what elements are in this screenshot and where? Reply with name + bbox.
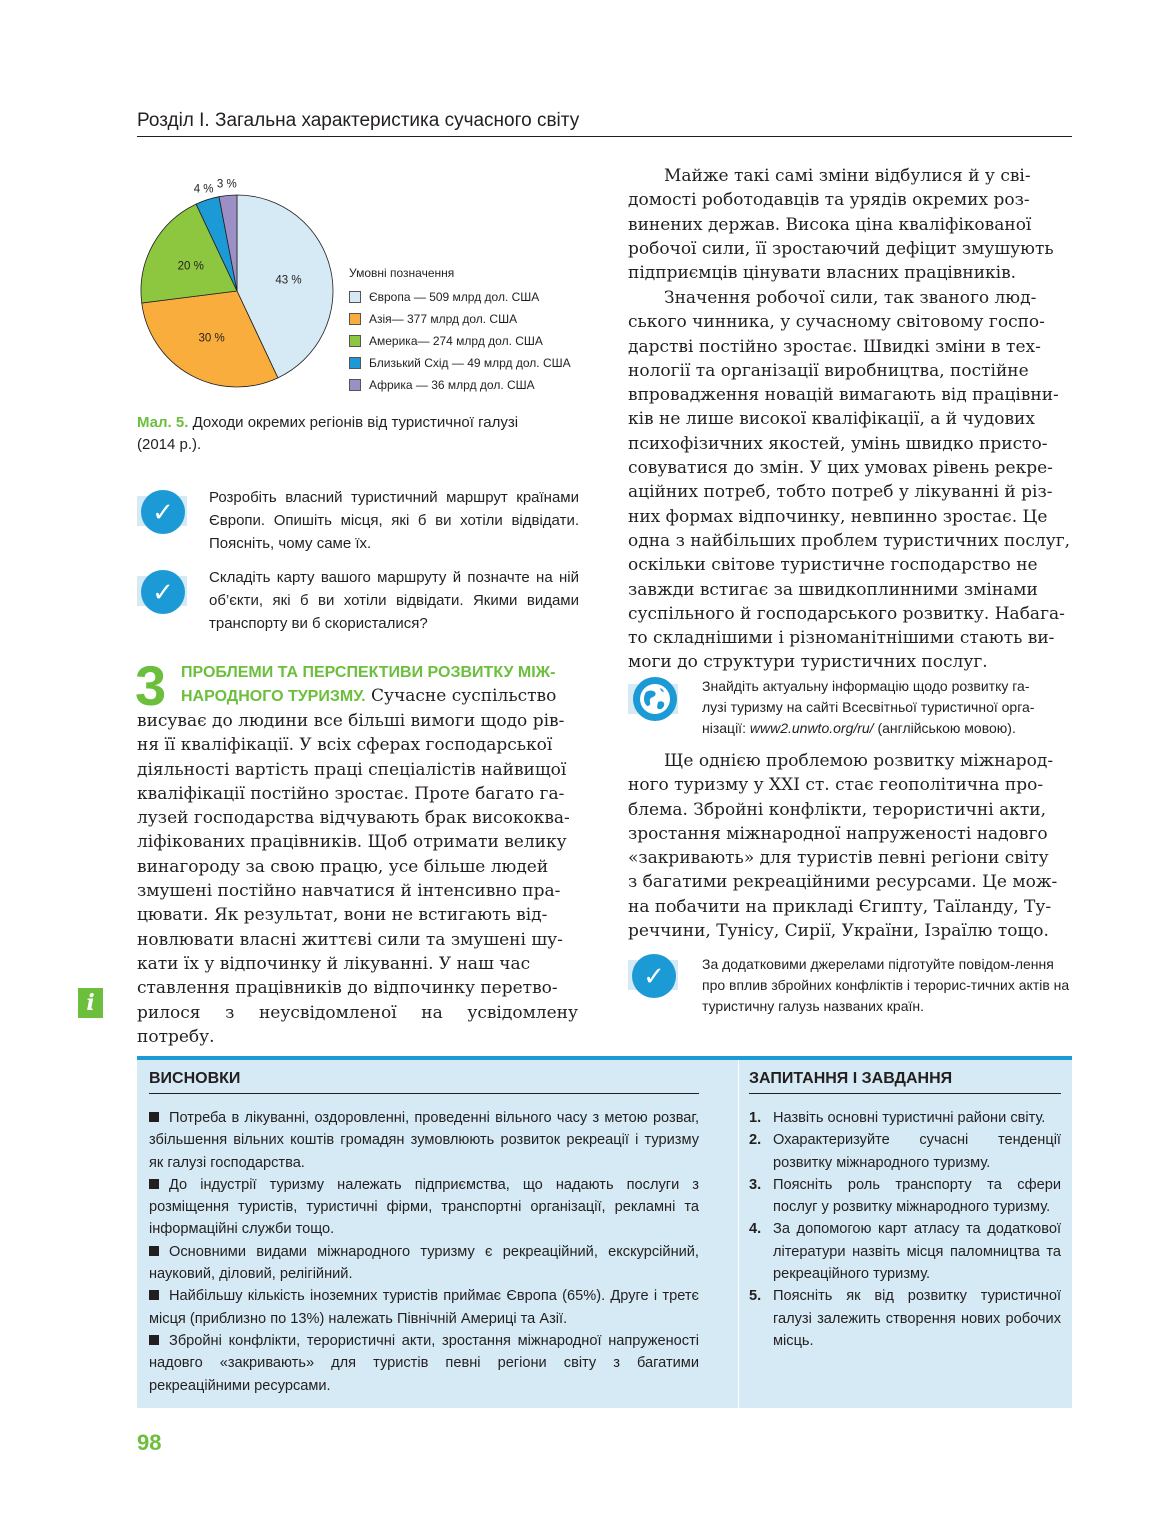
paragraph-line: робочої сили, її зростаючий дефіцит змушують bbox=[628, 238, 1054, 259]
section-line: рилося з неусвідомленої на усвідомлену потребу. bbox=[137, 1002, 578, 1047]
paragraph-line: блема. Збройні конфлікти, терористичні акти, bbox=[628, 799, 1046, 820]
question-number: 2. bbox=[749, 1132, 762, 1149]
square-bullet-icon bbox=[149, 1179, 159, 1189]
paragraph-line: реччини, Тунісу, Сирії, України, Ізраїлю тощо. bbox=[628, 921, 1049, 942]
web-task-line: Знайдіть актуальну інформацію щодо розвитку га- bbox=[702, 678, 1030, 694]
question-item bbox=[749, 1129, 1061, 1174]
right-paragraph-3 bbox=[628, 749, 1072, 943]
pie-label-africa: 3 % bbox=[216, 178, 237, 191]
task-icon-wrap bbox=[628, 676, 682, 722]
question-item bbox=[749, 1107, 1061, 1129]
web-task-line: лузі туризму на сайті Всесвітньої туристичної орга- bbox=[702, 699, 1035, 715]
paragraph-line: підприємців цінувати власних працівників. bbox=[628, 263, 1017, 284]
task-report-text bbox=[702, 954, 1072, 1017]
box-divider bbox=[738, 1060, 739, 1408]
right-paragraph-2 bbox=[628, 286, 1072, 675]
income-pie-chart bbox=[137, 176, 337, 396]
pie-label-asia: 30 % bbox=[198, 332, 225, 345]
section-line: ліфікованих працівників. Щоб отримати велику bbox=[137, 832, 567, 853]
section-line: висуває до людини все більші вимоги щодо рів- bbox=[137, 711, 565, 731]
paragraph-line: моги до структури туристичних послуг. bbox=[628, 652, 988, 673]
conclusions-list bbox=[149, 1107, 699, 1397]
legend-label-africa: Африка — 36 млрд дол. США bbox=[369, 378, 535, 392]
question-number: 5. bbox=[749, 1288, 762, 1305]
question-text: Поясніть як від розвитку туристичної галузі залежить створення нових робочих місць. bbox=[773, 1288, 1061, 1349]
legend-item-europe bbox=[349, 286, 571, 308]
legend-label-middle-east: Близький Схід — 49 млрд дол. США bbox=[369, 356, 571, 370]
section-line: кати їх у відпочинку й лікуванні. У наш час bbox=[137, 953, 531, 974]
paragraph-line: оскільки світове туристичне господарство не bbox=[628, 555, 1038, 576]
paragraph-line: зростання міжнародної напруженості надовго bbox=[628, 823, 1048, 844]
conclusion-text: Найбільшу кількість іноземних туристів приймає Європа (65%). Друге і третє місця (приблизно по 13%) належать Північній Америці та Азії. bbox=[149, 1288, 699, 1327]
unwto-link[interactable]: www2.unwto.org/ru/ bbox=[749, 720, 874, 736]
pie-label-america: 20 % bbox=[177, 260, 204, 273]
section-title-part2: НАРОДНОГО ТУРИЗМУ. bbox=[181, 688, 366, 705]
web-task-line: нізації: www2.unwto.org/ru/ (англійською мовою). bbox=[702, 720, 1016, 736]
conclusion-item bbox=[149, 1285, 699, 1330]
legend-title: Умовні позначення bbox=[349, 266, 455, 280]
paragraph-line: завжди встигає за швидкоплинними змінами bbox=[628, 579, 1038, 600]
pie-label-europe: 43 % bbox=[275, 274, 302, 287]
task-icon-wrap bbox=[137, 568, 191, 614]
questions-title: ЗАПИТАННЯ І ЗАВДАННЯ bbox=[749, 1067, 1061, 1094]
legend-swatch-middle-east bbox=[349, 357, 361, 369]
paragraph-line: психофізичних якостей, умінь швидко присто- bbox=[628, 433, 1048, 454]
section-line: кваліфікації постійно зростає. Проте багато га- bbox=[137, 783, 565, 804]
section-line: ставлення працівників до відпочинку перетво- bbox=[137, 978, 558, 999]
legend-item-middle-east bbox=[349, 352, 571, 374]
question-item bbox=[749, 1174, 1061, 1219]
legend-item-asia bbox=[349, 308, 571, 330]
legend-item-america bbox=[349, 330, 571, 352]
paragraph-line: домості роботодавців та урядів окремих роз- bbox=[628, 190, 1030, 211]
conclusion-item bbox=[149, 1241, 699, 1286]
legend-swatch-africa bbox=[349, 379, 361, 391]
conclusion-item bbox=[149, 1174, 699, 1241]
paragraph-line: Майже такі самі зміни відбулися й у сві- bbox=[664, 166, 1031, 186]
question-number: 1. bbox=[749, 1110, 762, 1126]
paragraph-line: ського чинника, у сучасному світовому госпо- bbox=[628, 312, 1045, 333]
paragraph-line: ків не лише високої кваліфікації, а й чудових bbox=[628, 409, 1035, 430]
task-icon-wrap bbox=[137, 488, 191, 534]
page-number: 98 bbox=[137, 1430, 162, 1455]
paragraph-line: «закривають» для туристів певні регіони світу bbox=[628, 848, 1049, 869]
question-number: 3. bbox=[749, 1176, 762, 1193]
question-text: Поясніть роль транспорту та сфери послуг у розвитку міжнародного туризму. bbox=[773, 1176, 1061, 1216]
paragraph-line: на побачити на прикладі Єгипту, Таїланду, Ту- bbox=[628, 896, 1052, 917]
conclusion-text: Збройні конфлікти, терористичні акти, зростання міжнародної напруженості надовго «закривають» для туристів певні регіони світу з багатими рекреаційними ресурсами. bbox=[149, 1332, 699, 1394]
check-icon: ✓ bbox=[141, 570, 185, 614]
question-number: 4. bbox=[749, 1221, 762, 1238]
conclusions-title: ВИСНОВКИ bbox=[149, 1067, 699, 1094]
header-title: Розділ І. Загальна характеристика сучасного світу bbox=[137, 110, 580, 131]
section-line: лузей господарства відчувають брак висококва- bbox=[137, 808, 570, 829]
square-bullet-icon bbox=[149, 1246, 159, 1256]
paragraph-line: Ще однією проблемою розвитку міжнарод- bbox=[664, 751, 1054, 771]
question-text: Охарактеризуйте сучасні тенденції розвитку міжнародного туризму. bbox=[773, 1132, 1061, 1171]
info-icon: i bbox=[78, 988, 103, 1018]
check-icon: ✓ bbox=[632, 954, 676, 998]
paragraph-line: Значення робочої сили, так званого люд- bbox=[664, 288, 1037, 308]
paragraph-line: нології та організації виробництва, постійне bbox=[628, 360, 1029, 381]
task-text: Складіть карту вашого маршруту й позначте на ній об’єкти, які б ви хотіли відвідати. Якими видами транспорту ви б скористалися? bbox=[209, 569, 579, 632]
section-heading-line1 bbox=[181, 660, 578, 685]
caption-text: Доходи окремих регіонів від туристичної галузі (2014 р.). bbox=[137, 414, 519, 453]
check-icon: ✓ bbox=[141, 490, 185, 534]
web-task-text bbox=[702, 676, 1072, 739]
paragraph-line: них формах відпочинку, невпинно зростає. Це bbox=[628, 506, 1048, 527]
section-line: змушені постійно навчатися й інтенсивно пра- bbox=[137, 881, 561, 902]
legend-label-america: Америка— 274 млрд дол. США bbox=[369, 334, 543, 348]
section-line: новлювати власні життєві сили та змушені шу- bbox=[137, 929, 563, 950]
legend-label-europe: Європа — 509 млрд дол. США bbox=[369, 290, 540, 304]
conclusion-item bbox=[149, 1330, 699, 1397]
question-text: За допомогою карт атласу та додаткової літератури назвіть місця паломництва та рекреаційного туризму. bbox=[773, 1221, 1061, 1283]
section-heading-rest: Сучасне суспільство bbox=[365, 686, 557, 706]
section-heading-line2 bbox=[181, 684, 578, 709]
section-line: діяльності вартість праці спеціалістів найвищої bbox=[137, 759, 567, 780]
pie-label-middle-east: 4 % bbox=[193, 183, 214, 196]
legend-item-africa bbox=[349, 374, 571, 396]
question-text: Назвіть основні туристичні райони світу. bbox=[773, 1110, 1046, 1126]
legend-swatch-america bbox=[349, 335, 361, 347]
chart-legend bbox=[349, 262, 571, 396]
paragraph-line: суспільного й господарського розвитку. Набага- bbox=[628, 603, 1065, 624]
questions-list bbox=[749, 1107, 1061, 1352]
paragraph-line: то складнішими і різноманітнішими стають ви- bbox=[628, 628, 1055, 649]
square-bullet-icon bbox=[149, 1335, 159, 1345]
square-bullet-icon bbox=[149, 1112, 159, 1122]
paragraph-line: дарстві постійно зростає. Швидкі зміни в тех- bbox=[628, 336, 1041, 357]
task-report-line: За додатковими джерелами підготуйте повідом- bbox=[702, 956, 1015, 972]
task-icon-wrap bbox=[628, 952, 682, 998]
task-report-line: лення про вплив збройних конфліктів і терорис- bbox=[702, 956, 1054, 993]
question-item bbox=[749, 1285, 1061, 1352]
conclusion-text: Потреба в лікуванні, оздоровленні, проведенні вільного часу з метою розваг, збільшення вільних коштів громадян зумовлюють розвиток рекреації і туризму як галузі господарства. bbox=[149, 1110, 699, 1171]
conclusion-text: До індустрії туризму належать підприємства, що надають послуги з розміщення туристів, туристичні фірми, транспортні організації, рекламні та інформаційні служби тощо. bbox=[149, 1176, 699, 1238]
section-title-part1: ПРОБЛЕМИ ТА ПЕРСПЕКТИВИ РОЗВИТКУ МІЖ- bbox=[181, 664, 556, 681]
task-report-line: тичних актів на туристичну галузь названих країн. bbox=[702, 977, 1070, 1014]
conclusion-text: Основними видами міжнародного туризму є рекреаційний, екскурсійний, науковий, діловий, релігійний. bbox=[149, 1243, 699, 1283]
paragraph-line: винених держав. Висока ціна кваліфікованої bbox=[628, 214, 1032, 235]
conclusion-item bbox=[149, 1107, 699, 1174]
globe-icon bbox=[632, 676, 678, 722]
question-item bbox=[749, 1218, 1061, 1285]
square-bullet-icon bbox=[149, 1290, 159, 1300]
section-line: ня її кваліфікації. У всіх сферах господарської bbox=[137, 735, 553, 756]
caption-label: Мал. 5. bbox=[137, 414, 189, 431]
section-line: винагороду за свою працю, усе більше людей bbox=[137, 856, 549, 877]
legend-swatch-asia bbox=[349, 313, 361, 325]
figure-caption bbox=[137, 412, 537, 456]
section-line: цювати. Як результат, вони не встигають від- bbox=[137, 905, 548, 926]
paragraph-line: совуватися до змін. У цих умовах рівень рекре- bbox=[628, 458, 1053, 479]
paragraph-line: ного туризму у XXI ст. стає геополітична про- bbox=[628, 775, 1044, 796]
paragraph-line: з багатими рекреаційними ресурсами. Це мож- bbox=[628, 872, 1058, 893]
paragraph-line: одна з найбільших проблем туристичних послуг, bbox=[628, 530, 1071, 551]
page-header bbox=[137, 108, 1072, 137]
section-body bbox=[137, 709, 578, 1049]
paragraph-line: аційних потреб, тобто потреб у лікуванні й різ- bbox=[628, 482, 1053, 503]
section-number: 3 bbox=[135, 654, 167, 717]
right-paragraph-1 bbox=[628, 164, 1072, 285]
paragraph-line: впровадження новацій вимагають від працівни- bbox=[628, 385, 1059, 406]
task-text: Розробіть власний туристичний маршрут країнами Європи. Опишіть місця, які б ви хотіли відвідати. Поясніть, чому саме їх. bbox=[209, 489, 579, 552]
legend-swatch-europe bbox=[349, 291, 361, 303]
legend-label-asia: Азія— 377 млрд дол. США bbox=[369, 312, 518, 326]
